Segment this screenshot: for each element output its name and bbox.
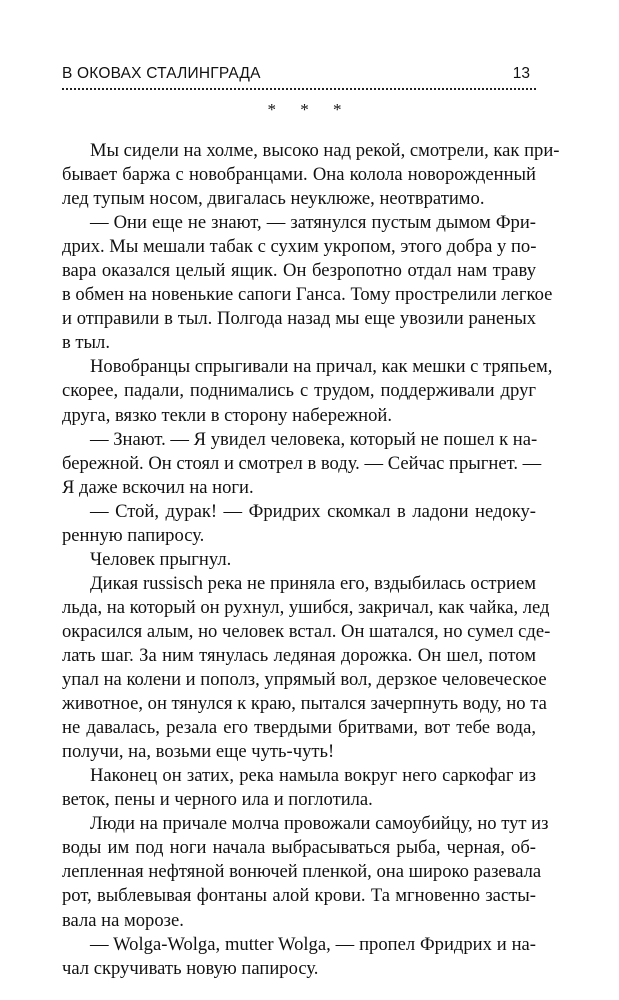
text-line: Новобранцы спрыгивали на причал, как мешки с тряпьем, bbox=[90, 356, 553, 378]
text-line: окрасился алым, но человек встал. Он шатался, но сумел сде- bbox=[62, 620, 551, 642]
text-line: упал на колени и пополз, упрямый вол, дерзкое человеческое bbox=[62, 669, 547, 691]
text-line: ренную папиросу. bbox=[62, 524, 205, 546]
text-line: воды им под ноги начала выбрасываться рыба, черная, об- bbox=[62, 837, 536, 859]
text-line: лать шаг. За ним тянулась ледяная дорожка. Он шел, потом bbox=[62, 644, 536, 666]
running-title: В ОКОВАХ СТАЛИНГРАДА bbox=[62, 65, 261, 82]
text-line: вара оказался целый ящик. Он безропотно отдал нам траву bbox=[62, 260, 536, 282]
text-line: лед тупым носом, двигалась неуклюже, неотвратимо. bbox=[62, 188, 485, 210]
text-line: скорее, падали, поднимались с трудом, поддерживали друг bbox=[62, 380, 536, 402]
paragraph bbox=[62, 548, 536, 572]
text-line: веток, пены и черного ила и поглотила. bbox=[62, 789, 373, 811]
paragraph bbox=[62, 933, 536, 981]
text-line: друга, вязко текли в сторону набережной. bbox=[62, 404, 393, 426]
text-line: Наконец он затих, река намыла вокруг него саркофаг из bbox=[90, 765, 536, 787]
text-line: — Знают. — Я увидел человека, который не пошел к на- bbox=[90, 428, 538, 450]
paragraph bbox=[62, 812, 549, 932]
running-header bbox=[62, 64, 552, 88]
text-line: в обмен на новенькие сапоги Ганса. Тому прострелили легкое bbox=[62, 284, 553, 306]
text-line: дрих. Мы мешали табак с сухим укропом, этого добра у по- bbox=[62, 236, 537, 258]
section-separator: * * * bbox=[267, 100, 352, 119]
text-line: бережной. Он стоял и смотрел в воду. — Сейчас прыгнет. — bbox=[62, 452, 542, 474]
paragraph bbox=[62, 572, 551, 764]
text-line: рот, выблевывая фонтаны алой крови. Та мгновенно засты- bbox=[62, 885, 536, 907]
text-line: вала на морозе. bbox=[62, 909, 184, 931]
text-line: в тыл. bbox=[62, 332, 110, 354]
text-line: Мы сидели на холме, высоко над рекой, смотрели, как при- bbox=[90, 140, 560, 161]
paragraph bbox=[62, 428, 542, 500]
paragraph bbox=[62, 764, 536, 812]
text-line: не давалась, резала его твердыми бритвами, вот тебе вода, bbox=[62, 717, 536, 739]
text-line: лепленная нефтяной вонючей пленкой, она широко разевала bbox=[62, 861, 542, 883]
text-line: Я даже вскочил на ноги. bbox=[62, 476, 254, 498]
text-line: чал скручивать новую папиросу. bbox=[62, 957, 319, 979]
text-line: бывает баржа с новобранцами. Она колола новорожденный bbox=[62, 164, 536, 186]
text-line: получи, на, возьми еще чуть-чуть! bbox=[62, 741, 335, 763]
paragraph bbox=[62, 355, 553, 427]
page-number: 13 bbox=[512, 65, 530, 82]
text-line: Люди на причале молча провожали самоубийцу, но тут из bbox=[90, 813, 549, 835]
paragraph bbox=[62, 500, 536, 548]
text-line: льда, на который он рухнул, ушибся, закричал, как чайка, лед bbox=[62, 596, 550, 618]
text-line: — Wolga-Wolga, mutter Wolga, — пропел Фридрих и на- bbox=[90, 933, 536, 955]
text-line: — Стой, дурак! — Фридрих скомкал в ладони недоку- bbox=[90, 500, 536, 522]
text-line: животное, он тянулся к краю, пытался зачерпнуть воду, но та bbox=[62, 693, 547, 715]
text-line: и отправили в тыл. Полгода назад мы еще увозили раненых bbox=[62, 308, 536, 330]
paragraph bbox=[62, 139, 560, 211]
text-line: Человек прыгнул. bbox=[90, 548, 232, 570]
body-text bbox=[62, 139, 560, 981]
header-dotted-rule bbox=[62, 88, 536, 90]
text-line: Дикая russisch река не приняла его, вздыбилась острием bbox=[90, 572, 536, 594]
paragraph bbox=[62, 211, 553, 355]
text-line: — Они еще не знают, — затянулся пустым дымом Фри- bbox=[90, 212, 536, 234]
